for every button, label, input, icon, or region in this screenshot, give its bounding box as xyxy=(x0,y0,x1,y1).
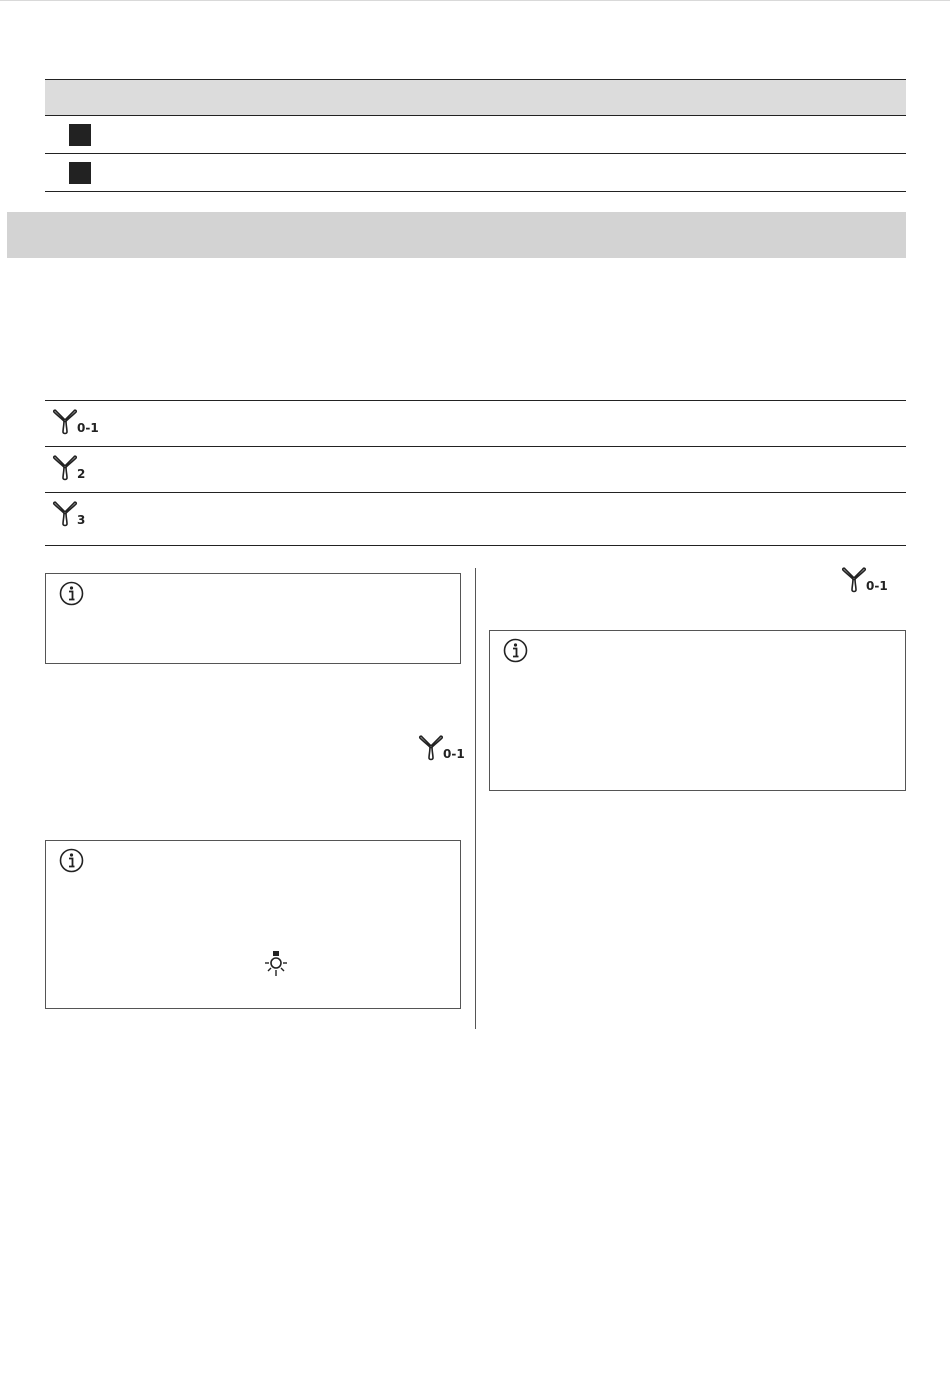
fan-speed-icon xyxy=(840,565,888,593)
info-icon xyxy=(59,848,84,873)
fan-speed-icon xyxy=(51,499,85,527)
top-table xyxy=(45,79,906,192)
light-icon xyxy=(263,950,289,978)
fan-speed-label: 2 xyxy=(77,467,86,481)
fan-icon xyxy=(51,499,79,527)
fan-speed-icon xyxy=(417,733,465,761)
fan-speed-label: 3 xyxy=(77,513,86,527)
fan-icon xyxy=(840,565,868,593)
fan-speed-table xyxy=(45,400,906,546)
table-row xyxy=(45,493,906,546)
info-icon xyxy=(503,638,528,663)
section-heading-band xyxy=(7,212,906,258)
fan-speed-icon xyxy=(51,407,99,435)
table-row xyxy=(45,154,906,192)
column-divider xyxy=(475,568,476,1029)
info-note xyxy=(489,630,906,791)
fan-speed-label: 0-1 xyxy=(443,747,465,761)
fan-speed-label: 0-1 xyxy=(866,579,888,593)
fan-speed-label: 0-1 xyxy=(77,421,99,435)
fan-icon xyxy=(417,733,445,761)
square-marker-icon xyxy=(69,124,91,146)
info-note xyxy=(45,840,461,1009)
square-marker-icon xyxy=(69,162,91,184)
fan-icon xyxy=(51,453,79,481)
info-icon xyxy=(59,581,84,606)
top-table-header xyxy=(45,79,906,116)
table-row xyxy=(45,116,906,154)
table-row xyxy=(45,447,906,493)
fan-icon xyxy=(51,407,79,435)
page-top-rule xyxy=(0,0,950,1)
table-row xyxy=(45,401,906,447)
fan-speed-icon xyxy=(51,453,85,481)
info-note xyxy=(45,573,461,664)
